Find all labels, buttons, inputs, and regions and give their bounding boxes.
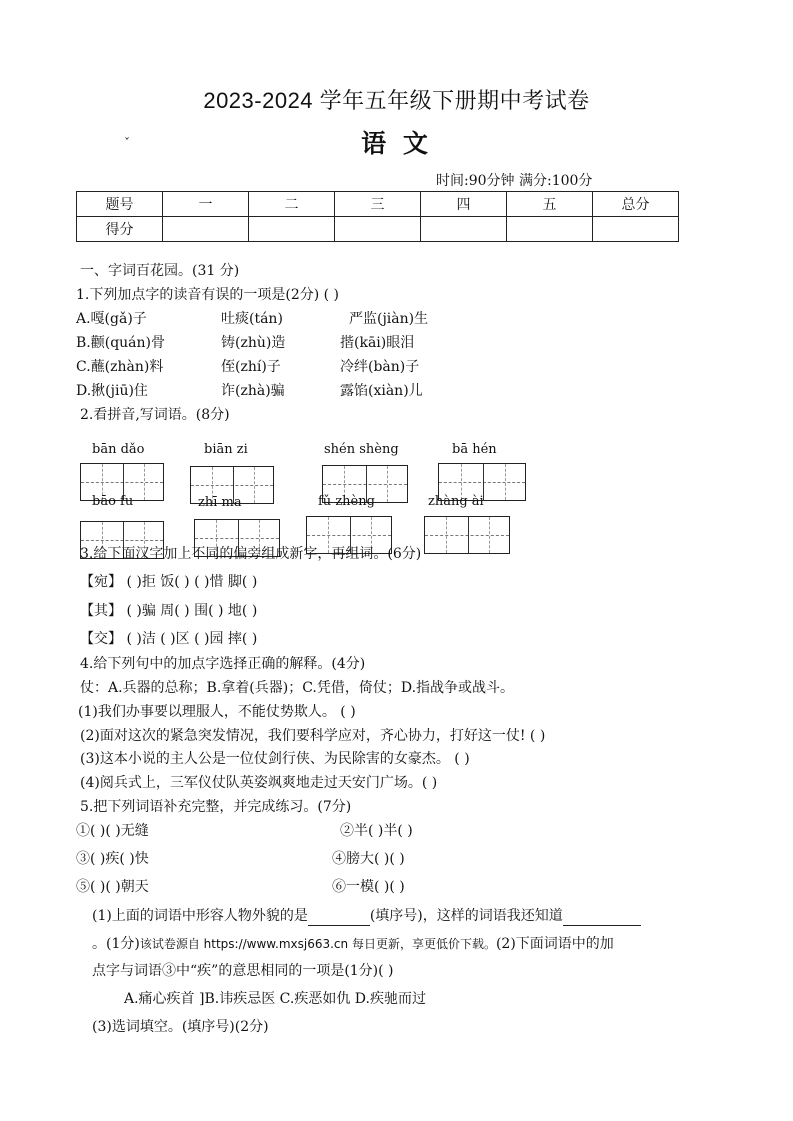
score-table: [76, 191, 679, 242]
q5-part1-text-a: (1)上面的词语中形容人物外貌的是: [92, 908, 308, 924]
q3-row: 【宛】 ( )拒 饭( ) ( )惜 脚( ): [80, 574, 258, 590]
score-table-header: 三: [335, 192, 421, 217]
q5-idiom: ④膀大( )( ): [332, 851, 405, 867]
score-row-label: 得分: [77, 217, 163, 242]
q5-stem: 5.把下列词语补充完整，并完成练习。(7分): [80, 799, 352, 815]
q5-idiom: ③( )疾( )快: [76, 851, 149, 867]
q2-stem: 2.看拼音,写词语。(8分): [80, 407, 230, 423]
score-table-header-row: [77, 192, 679, 217]
q3-row: 【交】 ( )洁 ( )区 ( )园 摔( ): [80, 631, 258, 647]
q3-row: 【其】 ( )骗 周( ) 围( ) 地( ): [80, 603, 258, 619]
q1-option-c-word3: 冷绊(bàn)子: [340, 359, 420, 375]
q1-option-d-word2: 诈(zhà)骗: [221, 383, 285, 399]
pinyin-label: bā hén: [452, 442, 497, 457]
score-table-header: 总分: [593, 192, 679, 217]
score-table-header: 一: [163, 192, 249, 217]
pinyin-label: zhàng ài: [428, 494, 484, 509]
q4-item: (4)阅兵式上，三军仪仗队英姿飒爽地走过天安门广场。( ): [80, 775, 438, 791]
section-heading: 一、字词百花园。(31 分): [80, 263, 240, 279]
q3-stem: 3.给下面汉字加上不同的偏旁组成新字，再组词。(6分): [80, 546, 422, 562]
q5-part3: (3)选词填空。(填序号)(2分): [92, 1019, 269, 1035]
score-cell[interactable]: [249, 217, 335, 242]
q1-option-d-word3: 露馅(xiàn)儿: [340, 383, 423, 399]
q1-option-a-word2: 吐痰(tán): [221, 311, 283, 327]
q5-idiom: ①( )( )无缝: [76, 823, 149, 839]
score-table-score-row: [77, 217, 679, 242]
q5-part2: 点字与词语③中“疾”的意思相同的一项是(1分)( ): [92, 963, 394, 979]
score-table-header: 五: [507, 192, 593, 217]
score-table-header: 题号: [77, 192, 163, 217]
q5-idiom: ②半( )半( ): [340, 823, 413, 839]
score-cell[interactable]: [163, 217, 249, 242]
tick-mark: ˇ: [124, 136, 130, 150]
answer-blank[interactable]: [308, 907, 370, 926]
q4-definitions: 仗：A.兵器的总称；B.拿着(兵器)；C.凭借，倚仗；D.指战争或战斗。: [80, 680, 515, 696]
q1-option-b-word3: 揩(kāi)眼泪: [340, 335, 415, 351]
score-cell[interactable]: [507, 217, 593, 242]
score-cell[interactable]: [421, 217, 507, 242]
score-table-header: 二: [249, 192, 335, 217]
q5-part2-text-a: (2)下面词语中的加: [495, 936, 614, 952]
q4-stem: 4.给下列句中的加点字选择正确的解释。(4分): [80, 656, 366, 672]
q5-part1-continued: [92, 935, 614, 953]
q5-idiom: ⑥一模( )( ): [332, 879, 405, 895]
pinyin-label: fǔ zhèng: [318, 494, 375, 509]
q1-option-d: D.揪(jiū)住: [76, 383, 148, 399]
source-note: 该试卷源自 https://www.mxsj663.cn 每日更新，享更低价下载。: [139, 937, 496, 951]
pinyin-label: bān dǎo: [92, 442, 145, 457]
pinyin-label: zhī ma: [198, 495, 242, 510]
score-cell[interactable]: [335, 217, 421, 242]
q4-item: (1)我们办事要以理服人，不能仗势欺人。 ( ): [78, 704, 356, 720]
exam-title: 2023-2024 学年五年级下册期中考试卷: [203, 88, 590, 113]
q5-idiom: ⑤( )( )朝天: [76, 879, 149, 895]
writing-grid[interactable]: [424, 516, 510, 554]
score-cell[interactable]: [593, 217, 679, 242]
q4-item: (3)这本小说的主人公是一位仗剑行侠、为民除害的女豪杰。 ( ): [80, 751, 470, 767]
time-score-info: 时间:90分钟 满分:100分: [436, 173, 593, 189]
q1-option-a-word3: 严监(jiàn)生: [349, 311, 429, 327]
score-table-header: 四: [421, 192, 507, 217]
q5-part2-options: A.痛心疾首 ]B.讳疾忌医 C.疾恶如仇 D.疾驰而过: [124, 991, 426, 1007]
pinyin-label: biān zi: [204, 442, 248, 457]
pinyin-label: bāo fu: [92, 494, 134, 509]
subject-title: 语 文: [361, 129, 432, 158]
q4-item: (2)面对这次的紧急突发情况，我们要科学应对，齐心协力，打好这一仗! ( ): [80, 728, 546, 744]
q1-option-b: B.颧(quán)骨: [76, 335, 166, 351]
q1-stem: 1.下列加点字的读音有误的一项是(2分) ( ): [76, 287, 340, 303]
q5-part1-text-b: (填序号)，这样的词语我还知道: [369, 908, 563, 924]
pinyin-label: shén shèng: [324, 442, 399, 457]
q1-option-a: A.嘎(gǎ)子: [76, 311, 147, 327]
q1-option-b-word2: 铸(zhù)造: [221, 335, 286, 351]
q1-option-c: C.蘸(zhàn)料: [76, 359, 164, 375]
q1-option-c-word2: 侄(zhí)子: [221, 359, 281, 375]
q5-part1-text-c: 。(1分): [92, 936, 140, 952]
q5-part1: [92, 907, 641, 926]
answer-blank[interactable]: [563, 907, 641, 926]
